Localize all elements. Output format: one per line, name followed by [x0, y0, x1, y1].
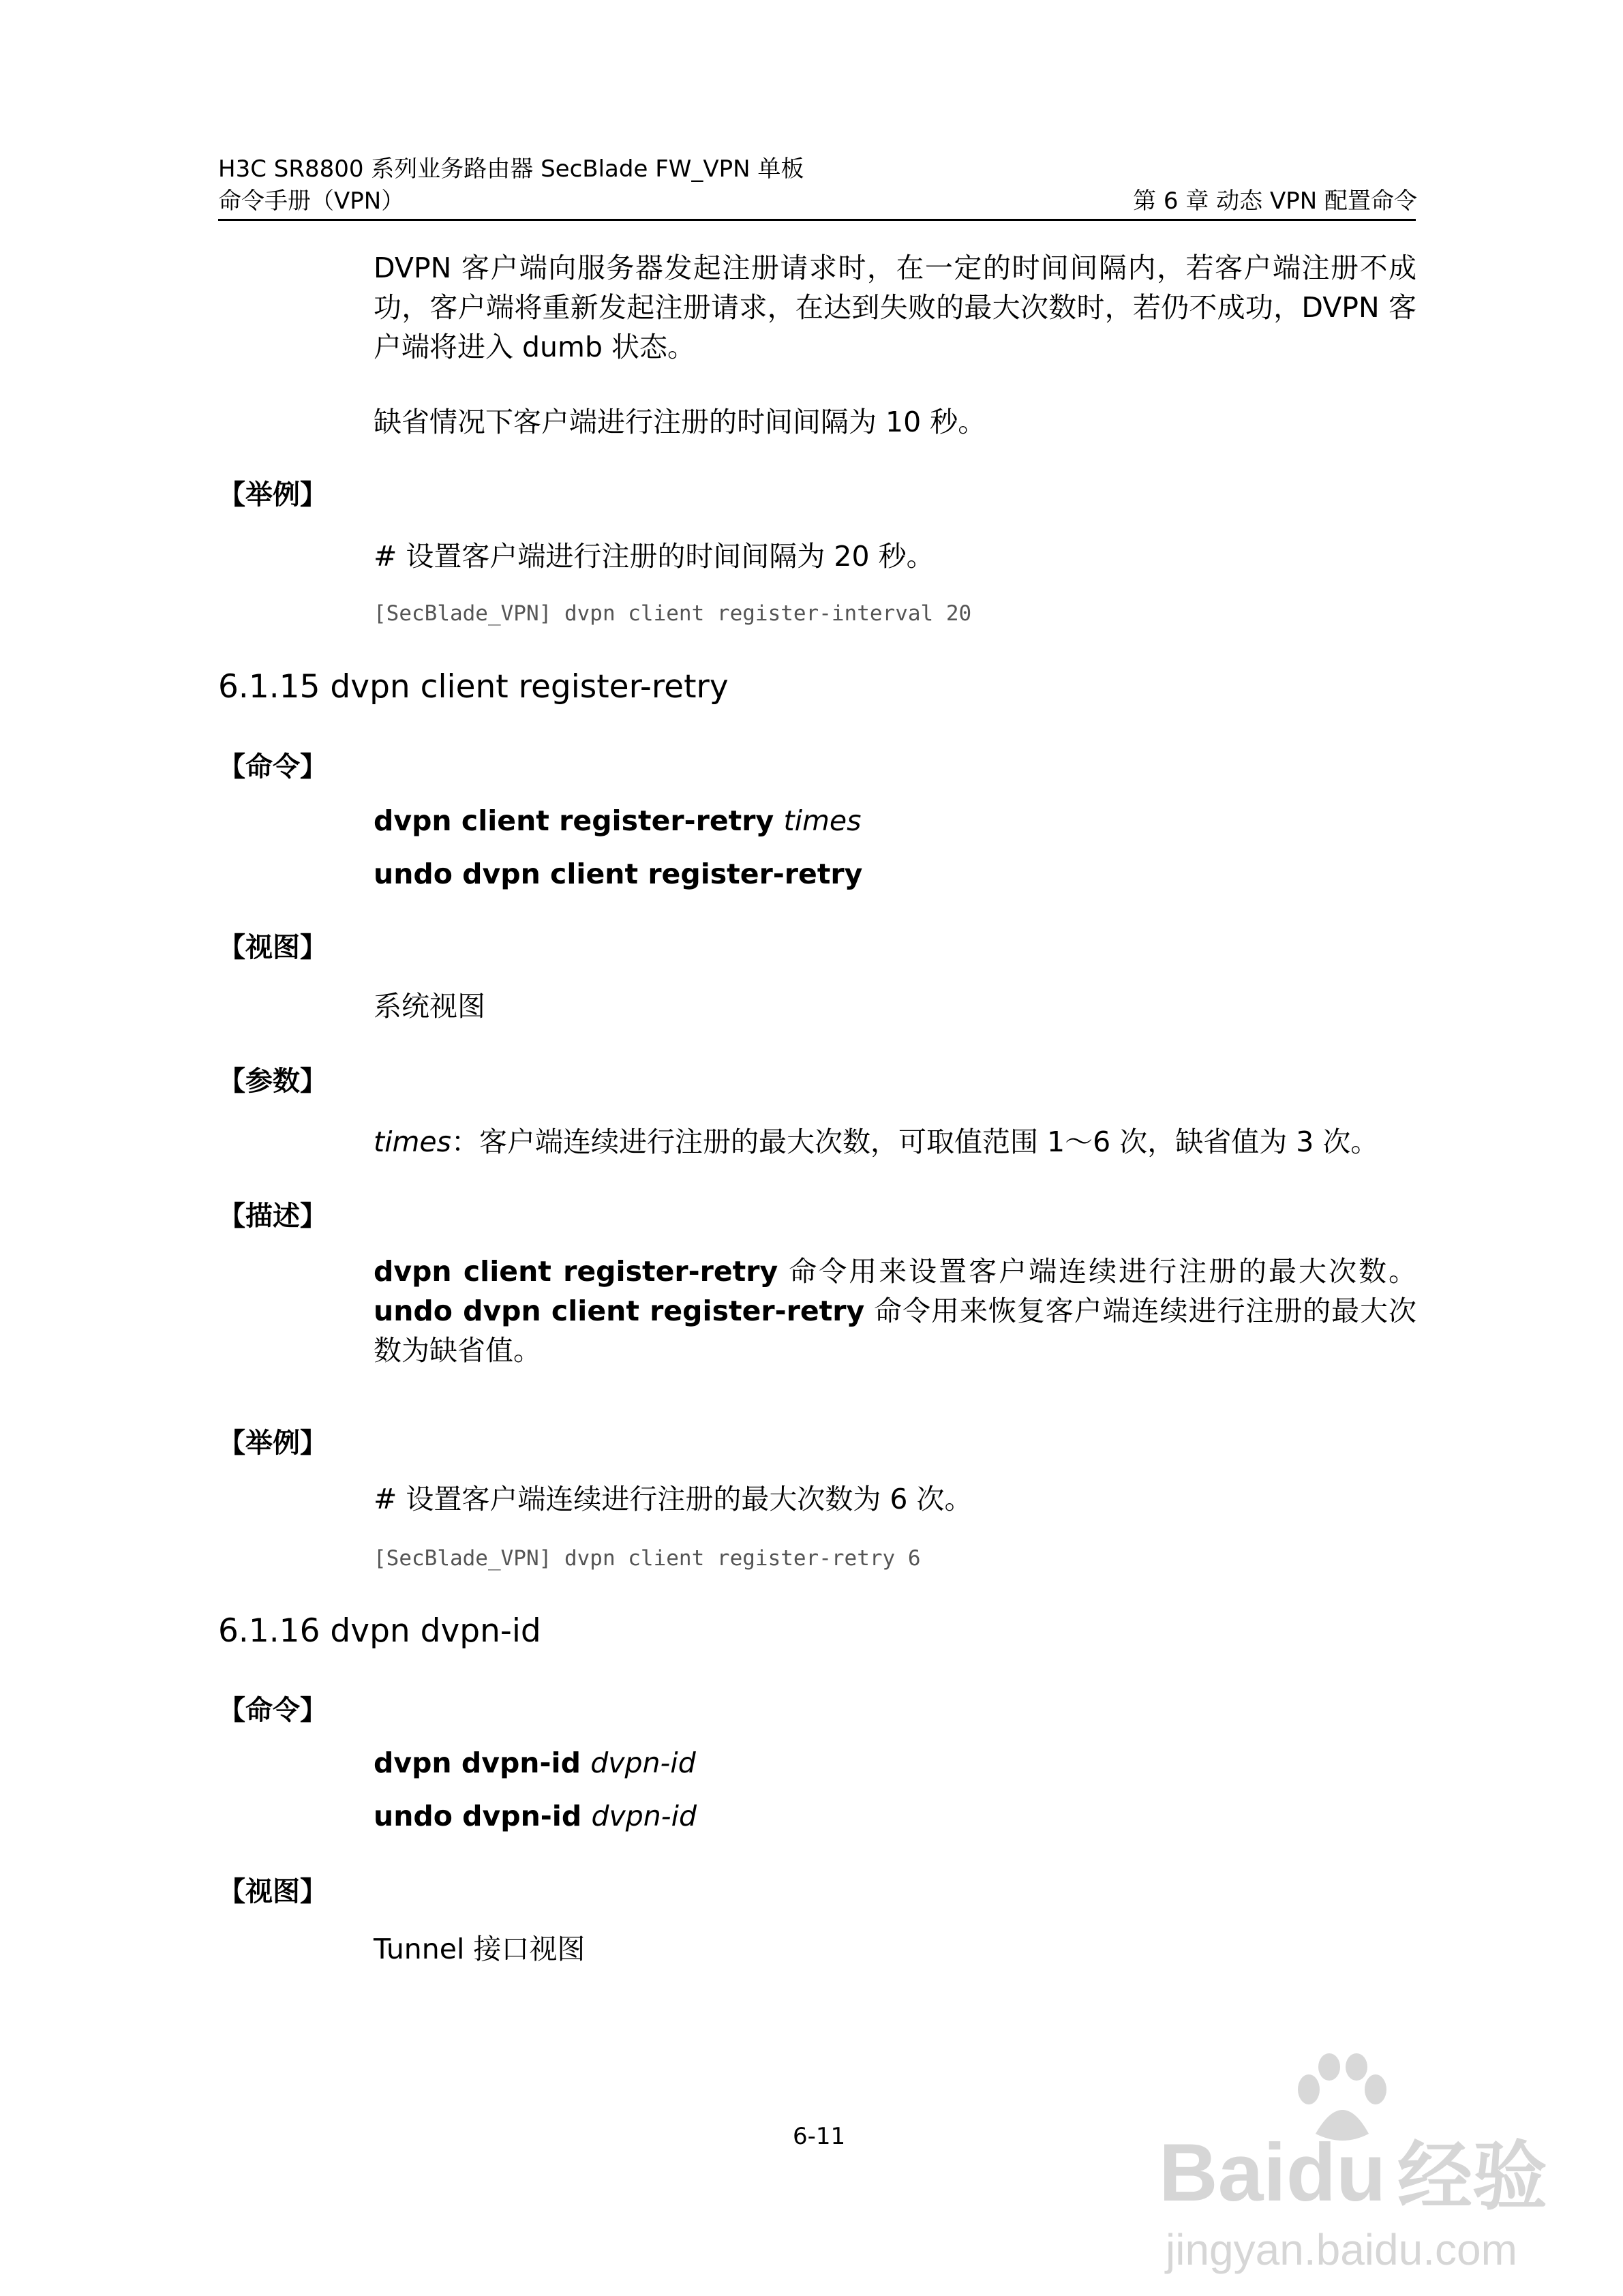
section-title-register-retry: 6.1.15 dvpn client register-retry	[218, 668, 729, 706]
header-rule	[218, 219, 1416, 221]
description-paragraph	[374, 1252, 1416, 1370]
baidu-watermark	[1159, 2052, 1595, 2284]
header-title: H3C SR8800 系列业务路由器 SecBlade FW_VPN 单板	[218, 155, 804, 183]
description-text-2: 命令用来恢复客户端连续进行注册的最大次数为缺省值。	[374, 1295, 1416, 1367]
command-line-2: undo dvpn client register-retry	[374, 858, 863, 890]
command-tag-2: 【命令】	[218, 1695, 327, 1726]
watermark-logo-text: Bai	[1159, 2127, 1286, 2218]
example-description: # 设置客户端进行注册的时间间隔为 20 秒。	[374, 540, 935, 573]
parameter-description: ：客户端连续进行注册的最大次数，可取值范围 1～6 次，缺省值为 3 次。	[451, 1126, 1379, 1158]
intro-paragraph: DVPN 客户端向服务器发起注册请求时，在一定的时间间隔内，若客户端注册不成功，客户端将重新发起注册请求，在达到失败的最大次数时，若仍不成功，DVPN 客户端将进入 dumb 状态。	[374, 252, 1416, 363]
example-tag-2: 【举例】	[218, 1428, 327, 1459]
parameter-name: times	[374, 1126, 451, 1158]
command-keyword-3: dvpn dvpn-id	[374, 1747, 581, 1779]
command-tag: 【命令】	[218, 751, 327, 783]
description-command-1: dvpn client register-retry	[374, 1255, 778, 1288]
view-tag: 【视图】	[218, 932, 327, 963]
description-text-1: 命令用来设置客户端连续进行注册的最大次数。	[778, 1255, 1417, 1288]
command-line-4	[374, 1800, 697, 1832]
section-title-dvpn-id: 6.1.16 dvpn dvpn-id	[218, 1612, 541, 1650]
view-text-2: Tunnel 接口视图	[374, 1933, 586, 1965]
page-number: 6-11	[793, 2123, 846, 2150]
parameter-line	[374, 1122, 1378, 1162]
command-argument-4: dvpn-id	[591, 1800, 697, 1832]
command-keyword-4: undo dvpn-id	[374, 1800, 582, 1832]
example-code-2: [SecBlade_VPN] dvpn client register-retry 6	[374, 1546, 921, 1571]
example-description-2: # 设置客户端连续进行注册的最大次数为 6 次。	[374, 1483, 973, 1515]
description-command-2: undo dvpn client register-retry	[374, 1295, 865, 1327]
watermark-url: jingyan.baidu.com	[1166, 2225, 1517, 2274]
parameter-tag: 【参数】	[218, 1066, 327, 1097]
header-manual: 命令手册（VPN）	[218, 187, 405, 215]
description-tag: 【描述】	[218, 1200, 327, 1232]
example-tag: 【举例】	[218, 479, 327, 511]
view-tag-2: 【视图】	[218, 1876, 327, 1907]
command-argument-3: dvpn-id	[590, 1747, 696, 1779]
command-line-1	[374, 804, 862, 837]
view-text: 系统视图	[374, 990, 485, 1023]
command-line-3	[374, 1747, 696, 1779]
watermark-logo-cn: 经验	[1397, 2133, 1547, 2220]
default-interval-text: 缺省情况下客户端进行注册的时间间隔为 10 秒。	[374, 406, 986, 438]
command-argument: times	[783, 804, 862, 837]
header-chapter: 第 6 章 动态 VPN 配置命令	[1133, 187, 1417, 215]
watermark-logo-text-2: du	[1286, 2127, 1386, 2218]
command-keyword: dvpn client register-retry	[374, 804, 774, 837]
example-code: [SecBlade_VPN] dvpn client register-interval 20	[374, 601, 972, 626]
